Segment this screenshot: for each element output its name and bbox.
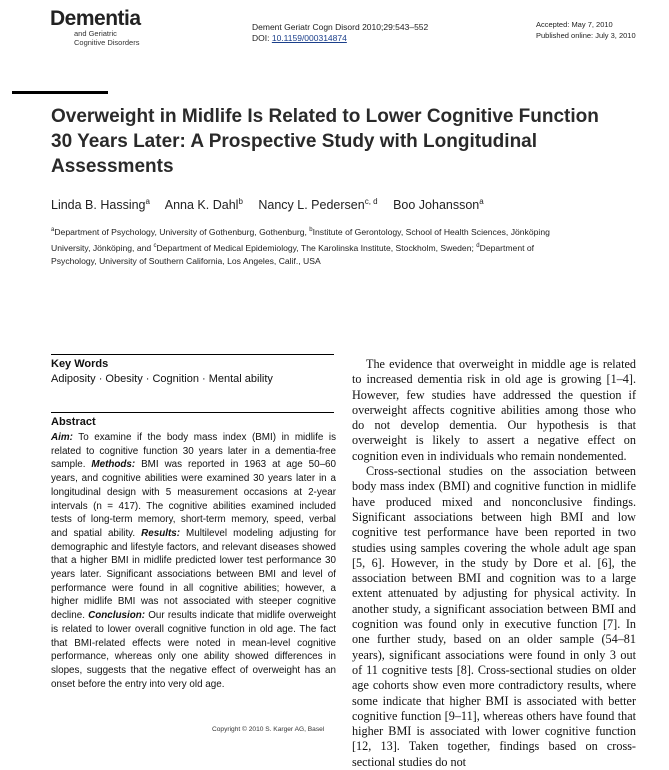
keywords-rule xyxy=(51,354,334,355)
abstract-rule xyxy=(51,412,334,413)
publication-dates xyxy=(536,20,636,41)
published-date: Published online: July 3, 2010 xyxy=(536,30,636,40)
keywords-list: Adiposity · Obesity · Cognition · Mental ability xyxy=(51,373,273,385)
journal-logo xyxy=(50,8,141,47)
keywords-heading: Key Words xyxy=(51,358,109,370)
body-paragraph: The evidence that overweight in middle age is related to increased dementia risk in old age is growing [1–4]. However, few studies have addressed the question if overweight affects cognitive abilities among those who do not develop dementia. Our hypothesis is that overweight is likely to assert a negative effect on cognition even in individuals who remain nondemented. xyxy=(352,357,636,463)
author: Anna K. Dahl$^b$ xyxy=(164,197,243,213)
journal-citation: Dement Geriatr Cogn Disord 2010;29:543–552 xyxy=(252,22,429,32)
body-paragraph: Cross-sectional studies on the association between body mass index (BMI) and cognitive function in midlife have produced mixed and nonconclusive findings. Significant associations between high BMI and low cognitive test performance have been reported in two studies using samples covering the whole adult age span [5, 6]. However, in the study by Dore et al. [6], the association between BMI and cognition was to a large extent attenuated by adjusting for physical activity. In another study, a significant association between BMI and cognition was found only in executive function [7]. In one further study, based on an older sample (54–81 years), significant associations were found in only 3 out of 11 cognitive tests [8]. Cross-sectional studies on older age cohorts show even more contradictory results, where some indicate that higher BMI is associated with better cognitive function [9–11], whereas others have found that higher BMI is associated with lower cognitive function [12, 13]. Taken together, findings based on cross-sectional studies do not xyxy=(352,464,636,769)
journal-citation-block xyxy=(252,22,428,44)
doi-label: DOI: xyxy=(252,33,272,43)
author: Linda B. Hassing$^a$ xyxy=(51,197,150,213)
author: Nancy L. Pedersen$^{c, d}$ xyxy=(258,197,378,213)
logo-sub-line-2: Cognitive Disorders xyxy=(74,37,140,47)
article-title: Overweight in Midlife Is Related to Lower Cognitive Function 30 Years Later: A Prospective Study with Longitudinal Assessments xyxy=(51,106,599,177)
logo-sub-line-1: and Geriatric xyxy=(74,29,117,38)
affiliations: $^a$Department of Psychology, University of Gothenburg, Gothenburg, $^b$Institute of Gerontology, School of Health Sciences, Jönköping University, Jönköping, and $^c$Department of Medical Epidemiology, The Karolinska Institute, Stockholm, Sweden; $^d$Department of Psychology, University of Southern California, Los Angeles, Calif., USA xyxy=(51,226,550,267)
copyright-notice: Copyright © 2010 S. Karger AG, Basel xyxy=(212,726,325,733)
accepted-date: Accepted: May 7, 2010 xyxy=(536,20,613,29)
doi-link[interactable]: 10.1159/000314874 xyxy=(271,33,347,43)
title-rule xyxy=(12,91,108,94)
author-list xyxy=(51,197,496,212)
abstract-heading: Abstract xyxy=(51,416,96,428)
doi-line xyxy=(252,33,428,44)
logo-main-text: Dementia xyxy=(50,7,141,30)
abstract-text: Aim: To examine if the body mass index (BMI) in midlife is related to cognitive function 30 years later in a dementia-free sample. Methods: BMI was reported in 1963 at age 50–60 years, and cognitive abilities were examined 30 years later in a longitudinal design with 5 measurement occasions at 2-year intervals (n = 417). The cognitive abilities examined included tests of long-term memory, short-term memory, speed, verbal and spatial ability. Results: Multilevel modeling adjusting for demographic and lifestyle factors, and relevant diseases showed that a higher BMI in midlife predicted lower test performance 30 years later. Significant associations between BMI and level of performance were found in all cognitive abilities; however, a higher midlife BMI was not associated with steeper cognitive decline. Conclusion: Our results indicate that midlife overweight is related to lower overall cognitive function in old age. The fact that BMI-related effects were noted in mean-level cognitive performance, whereas only one ability showed differences in slopes, suggests that the negative effect of overweight has an onset before the entry into very old age. xyxy=(51,432,336,690)
author: Boo Johansson$^a$ xyxy=(393,197,484,213)
body-text-column xyxy=(352,357,636,770)
